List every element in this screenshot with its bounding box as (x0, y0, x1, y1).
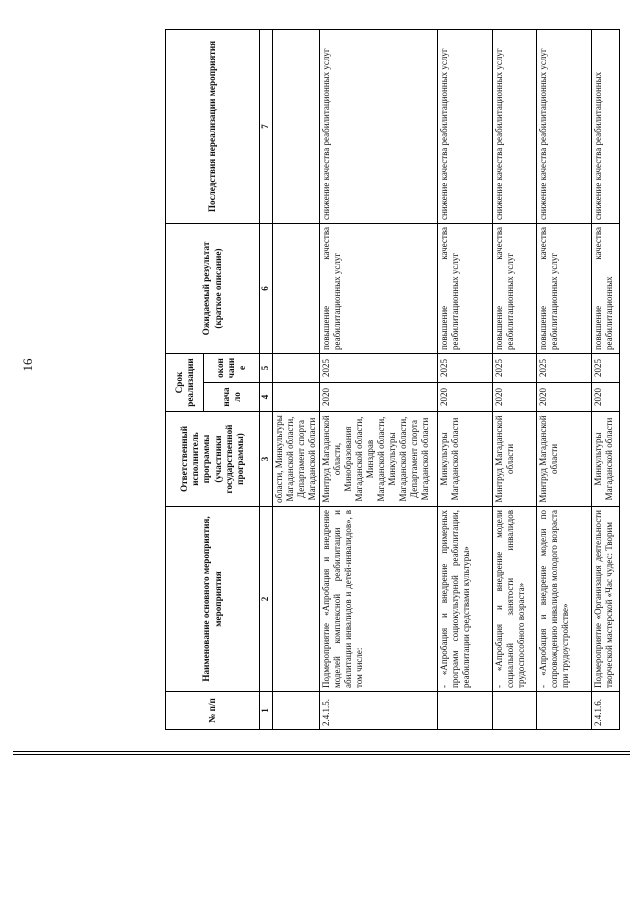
table-row (592, 30, 620, 730)
row-end: 2025 (537, 354, 592, 383)
row-start: 2020 (493, 383, 537, 412)
row-result: повышение качества реабилитационных услуг (493, 224, 537, 354)
table-row (273, 30, 320, 730)
row-name: - «Апробация и внедрение модели по сопровождению инвалидов молодого возраста при трудоустройстве» (537, 507, 592, 692)
row-executor: Минкультуры Магаданской области (438, 412, 493, 507)
table-row (438, 30, 493, 730)
row-start (273, 383, 320, 412)
row-end: 2025 (592, 354, 620, 383)
row-start: 2020 (438, 383, 493, 412)
page-number: 16 (20, 358, 35, 372)
header-result: Ожидаемый результат (краткое описание) (166, 224, 260, 354)
column-number: 5 (260, 354, 273, 383)
row-end: 2025 (320, 354, 438, 383)
row-executor: Минтруд Магаданской области (537, 412, 592, 507)
row-executor: Минкультуры Магаданской области (592, 412, 620, 507)
row-consequences: снижение качества реабилитационных услуг (493, 30, 537, 224)
column-number: 7 (260, 30, 273, 224)
header-num: № п/п (166, 692, 260, 730)
horizontal-rule (13, 754, 630, 755)
header-consequences: Последствия нереализации мероприятия (166, 30, 260, 224)
row-end (273, 354, 320, 383)
table-row (493, 30, 537, 730)
header-term-end: окон чани е (204, 354, 260, 383)
header-term: Срок реализации (166, 354, 204, 412)
row-result (273, 224, 320, 354)
header-term-start: нача ло (204, 383, 260, 412)
column-number: 2 (260, 507, 273, 692)
row-num (493, 692, 537, 730)
column-number: 6 (260, 224, 273, 354)
header-row (166, 30, 204, 730)
row-consequences (273, 30, 320, 224)
row-executor: Минтруд Магаданской области, Минобразования Магаданской области, Минздрав Магаданской области, Минкультуры Магаданской области, Департамент спорта Магаданской области (320, 412, 438, 507)
column-number: 3 (260, 412, 273, 507)
row-name (273, 507, 320, 692)
row-num (273, 692, 320, 730)
row-consequences: снижение качества реабилитационных услуг (320, 30, 438, 224)
table-row (320, 30, 438, 730)
row-name: - «Апробация и внедрение модели социальной занятости инвалидов трудоспособного возраста» (493, 507, 537, 692)
row-num: 2.4.1.6. (592, 692, 620, 730)
row-executor: области, Минкультуры Магаданской области, Департамент спорта Магаданской области (273, 412, 320, 507)
row-result: повышение качества реабилитационных услуг (537, 224, 592, 354)
column-number: 4 (260, 383, 273, 412)
row-start: 2020 (320, 383, 438, 412)
row-executor: Минтруд Магаданской области (493, 412, 537, 507)
row-consequences: снижение качества реабилитационных услуг (537, 30, 592, 224)
row-result: повышение качества реабилитационных услуг (320, 224, 438, 354)
header-executor: Ответственный исполнитель программы (участники государственной программы) (166, 412, 260, 507)
rotated-table-container (165, 30, 620, 730)
row-consequences: снижение качества реабилитационных (592, 30, 620, 224)
column-number-row (260, 30, 273, 730)
row-end: 2025 (438, 354, 493, 383)
row-num (537, 692, 592, 730)
horizontal-rule (13, 751, 630, 752)
row-start: 2020 (537, 383, 592, 412)
column-number: 1 (260, 692, 273, 730)
row-num (438, 692, 493, 730)
row-name: Подмероприятие «Организация деятельности творческой мастерской «Час чудес: Творим (592, 507, 620, 692)
table-row (537, 30, 592, 730)
row-num: 2.4.1.5. (320, 692, 438, 730)
row-start: 2020 (592, 383, 620, 412)
measures-table (165, 29, 620, 730)
row-end: 2025 (493, 354, 537, 383)
row-name: Подмероприятие «Апробация и внедрение моделей комплексной реабилитации и абилитации инвалидов и детей-инвалидов», в том числе: (320, 507, 438, 692)
table-frame (165, 30, 620, 730)
row-result: повышение качества реабилитационных (592, 224, 620, 354)
row-result: повышение качества реабилитационных услуг (438, 224, 493, 354)
header-name: Наименование основного мероприятия, мероприятия (166, 507, 260, 692)
row-consequences: снижение качества реабилитационных услуг (438, 30, 493, 224)
row-name: - «Апробация и внедрение примерных программ социокультурной реабилитации, реабилитации средствами культуры» (438, 507, 493, 692)
